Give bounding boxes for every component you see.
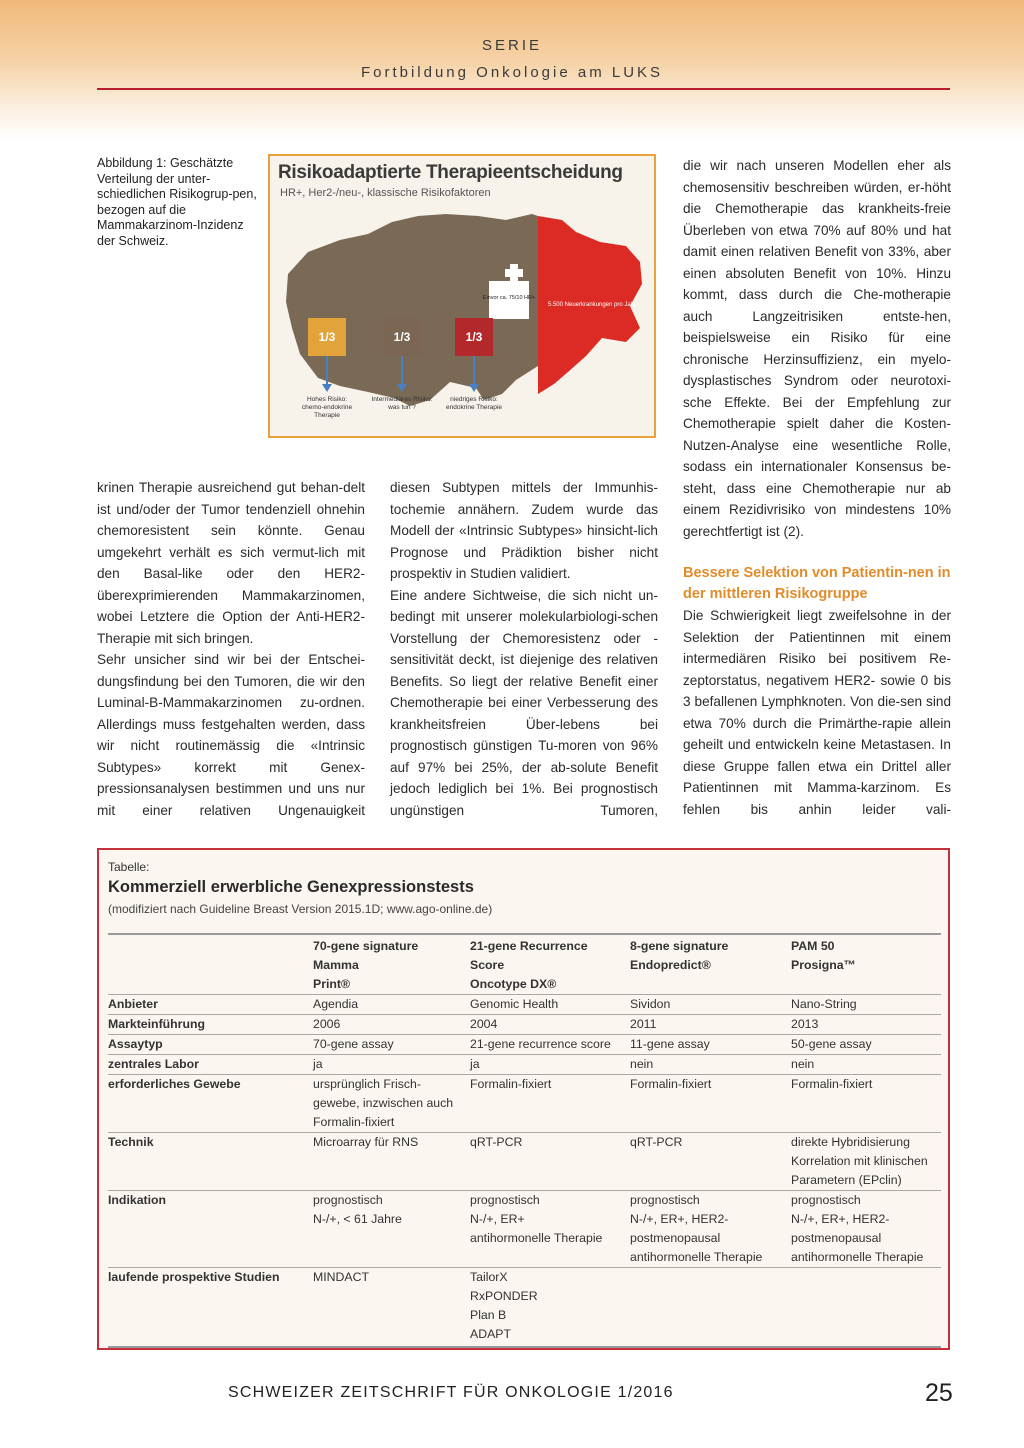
table-header-row xyxy=(108,934,941,995)
cell-line: ja xyxy=(470,1057,480,1071)
table-cell xyxy=(630,1035,791,1055)
text-column-3 xyxy=(683,155,951,820)
cell-line: Formalin-fixiert xyxy=(630,1077,712,1091)
row-label: Assaytyp xyxy=(108,1035,313,1055)
table-cell xyxy=(470,1055,630,1075)
cell-line: gewebe, inzwischen auch xyxy=(313,1096,454,1110)
paragraph: krinen Therapie ausreichend gut behan-delt ist und/oder der Tumor tendenziell ohnehin chemoresistent sein könnte. Genau umgekehrt verhält es sich vermut-lich mit den Basal-like oder den HER2-überexprimierenden Mammakarzinomen, wobei Letztere die Option der Anti-HER2-Therapie mit sich bringen. xyxy=(97,480,365,646)
cell-line: Score xyxy=(470,958,505,972)
cell-line: N-/+, < 61 Jahre xyxy=(313,1212,402,1226)
text-column-1 xyxy=(97,477,365,821)
cell-line: 2013 xyxy=(791,1017,819,1031)
table-cell xyxy=(791,1075,941,1133)
table-cell xyxy=(791,1268,941,1348)
cell-line: qRT-PCR xyxy=(630,1135,683,1149)
row-label: Markteinführung xyxy=(108,1015,313,1035)
row-label: Indikation xyxy=(108,1191,313,1268)
table-cell xyxy=(791,995,941,1015)
risk-box-high: 1/3 xyxy=(308,318,346,356)
table-cell xyxy=(630,1268,791,1348)
red-region-label: 5.500 Neuerkrankungen pro Jahr xyxy=(547,302,637,308)
table-row xyxy=(108,1035,941,1055)
table-cell xyxy=(313,995,470,1015)
cell-line: Formalin-fixiert xyxy=(470,1077,552,1091)
cell-line: qRT-PCR xyxy=(470,1135,523,1149)
cell-line: prognostisch xyxy=(470,1193,540,1207)
paragraph: Sehr unsicher sind wir bei der Entschei-dungsfindung bei den Tumoren, die wir den Luminal-B-Mammakarzinomen zu-ordnen. Allerdings muss festgehalten werden, dass wir nicht routinemässig die «Intrinsic Subtypes» korrekt mit Genex-pressionsanalysen bestimmen und uns nur mit einer relativen Ungenauigkeit xyxy=(97,652,365,818)
cell-line: 70-gene assay xyxy=(313,1037,394,1051)
cross-label: Einvor ca. 75/10 HR+ xyxy=(482,295,536,301)
column-header xyxy=(470,934,630,995)
cell-line: nein xyxy=(791,1057,815,1071)
table-cell xyxy=(470,1191,630,1268)
row-label: Technik xyxy=(108,1133,313,1191)
cell-line: RxPONDER xyxy=(470,1289,538,1303)
row-label: Anbieter xyxy=(108,995,313,1015)
paragraph: Eine andere Sichtweise, die sich nicht un-bedingt mit unserer molekularbiologi-schen Vorstellung der Chemoresistenz oder -sensitivität deckt, ist diejenige des relativen Benefits. So liegt der relative Benefit einer Chemotherapie bei einer Verbesserung des krankheitsfreien Über-lebens bei prognostisch günstigen Tu-moren von 96% auf 97% bei 25%, der ab-solute Benefit jedoch lediglich bei 1%. Bei prognostisch ungünstigen Tumoren, xyxy=(390,587,658,818)
switzerland-map-graphic xyxy=(270,156,654,436)
cell-line: ADAPT xyxy=(470,1327,511,1341)
row-label: laufende prospektive Studien xyxy=(108,1268,313,1348)
series-label: SERIE xyxy=(481,37,542,54)
cell-line: direkte Hybridisierung xyxy=(791,1135,910,1149)
cell-line: 21-gene Recurrence xyxy=(470,939,588,953)
table-cell xyxy=(470,1075,630,1133)
cell-line: PAM 50 xyxy=(791,939,835,953)
table-cell xyxy=(470,995,630,1015)
cell-line: nein xyxy=(630,1057,654,1071)
table-cell xyxy=(470,1035,630,1055)
column-header xyxy=(791,934,941,995)
cell-line: Parametern (EPclin) xyxy=(791,1173,902,1187)
table-cell xyxy=(470,1268,630,1348)
cell-line: MINDACT xyxy=(313,1270,370,1284)
cell-line: postmenopausal xyxy=(791,1231,882,1245)
cell-line: TailorX xyxy=(470,1270,508,1284)
cell-line: Formalin-fixiert xyxy=(791,1077,873,1091)
header-rule xyxy=(97,88,950,90)
figure-risk-map xyxy=(268,154,656,438)
table-cell xyxy=(313,1015,470,1035)
figure-label-high: Hohes Risiko: chemo-endokrine Therapie xyxy=(301,396,353,419)
table-cell xyxy=(791,1133,941,1191)
cell-line: 50-gene assay xyxy=(791,1037,872,1051)
cell-line: 11-gene assay xyxy=(630,1037,710,1051)
table-row xyxy=(108,1015,941,1035)
table-cell xyxy=(630,1075,791,1133)
table-subtitle: (modifiziert nach Guideline Breast Version 2015.1D; www.ago-online.de) xyxy=(108,902,493,916)
table-row xyxy=(108,1191,941,1268)
column-header xyxy=(630,934,791,995)
table-cell xyxy=(313,1191,470,1268)
cell-line: prognostisch xyxy=(313,1193,383,1207)
cell-line: Genomic Health xyxy=(470,997,559,1011)
series-subtitle: Fortbildung Onkologie am LUKS xyxy=(360,64,664,81)
row-label: erforderliches Gewebe xyxy=(108,1075,313,1133)
table-cell xyxy=(630,1015,791,1035)
cell-line: 21-gene recurrence score xyxy=(470,1037,611,1051)
table-row xyxy=(108,1268,941,1348)
cell-line: Prosigna™ xyxy=(791,958,856,972)
paragraph: diesen Subtypen mittels der Immunhis-tochemie annähern. Zudem wurde das Modell der «Intrinsic Subtypes» hinsicht-lich Prognose und Prädiktion bisher nicht prospektiv in Studien validiert. xyxy=(390,480,658,581)
figure-label-low: niedriges Risiko: endokrine Therapie xyxy=(446,396,502,411)
cell-line: antihormonelle Therapie xyxy=(791,1250,924,1264)
header-empty-cell xyxy=(108,934,313,995)
cell-line: ja xyxy=(313,1057,323,1071)
cell-line: Microarray für RNS xyxy=(313,1135,419,1149)
table-cell xyxy=(470,1133,630,1191)
cell-line: Formalin-fixiert xyxy=(313,1115,395,1129)
figure-subtitle: HR+, Her2-/neu-, klassische Risikofaktoren xyxy=(280,187,491,199)
cell-line: Plan B xyxy=(470,1308,507,1322)
table-cell xyxy=(470,1015,630,1035)
table-row xyxy=(108,1133,941,1191)
figure-title: Risikoadaptierte Therapieentscheidung xyxy=(278,162,623,183)
cell-line: N-/+, ER+ xyxy=(470,1212,525,1226)
column-header xyxy=(313,934,470,995)
table-cell xyxy=(313,1055,470,1075)
table-row xyxy=(108,1055,941,1075)
genexpression-table-panel xyxy=(97,848,950,1350)
table-cell xyxy=(313,1075,470,1133)
section-heading: Bessere Selektion von Patientin-nen in der mittleren Risikogruppe xyxy=(683,565,951,602)
cell-line: Oncotype DX® xyxy=(470,977,557,991)
table-cell xyxy=(791,1015,941,1035)
cell-line: 2004 xyxy=(470,1017,498,1031)
table-cell xyxy=(791,1191,941,1268)
risk-box-low: 1/3 xyxy=(455,318,493,356)
cell-line: antihormonelle Therapie xyxy=(630,1250,763,1264)
cell-line: Agendia xyxy=(313,997,359,1011)
cell-line: Print® xyxy=(313,977,351,991)
table-cell xyxy=(791,1055,941,1075)
cell-line: N-/+, ER+, HER2- xyxy=(630,1212,729,1226)
cell-line: 2006 xyxy=(313,1017,341,1031)
cell-line: Mamma xyxy=(313,958,359,972)
table-cell xyxy=(313,1268,470,1348)
table-row xyxy=(108,1075,941,1133)
table-cell xyxy=(791,1035,941,1055)
footer-journal: SCHWEIZER ZEITSCHRIFT FÜR ONKOLOGIE 1/2016 xyxy=(228,1384,674,1401)
cell-line: Nano-String xyxy=(791,997,857,1011)
cell-line: N-/+, ER+, HER2- xyxy=(791,1212,890,1226)
cell-line: postmenopausal xyxy=(630,1231,721,1245)
cell-line: Sividon xyxy=(630,997,671,1011)
table-cell xyxy=(630,1055,791,1075)
cell-line: 2011 xyxy=(630,1017,657,1031)
cell-line: 70-gene signature xyxy=(313,939,419,953)
arrowhead-1 xyxy=(322,384,332,392)
row-label: zentrales Labor xyxy=(108,1055,313,1075)
table-cell xyxy=(630,1133,791,1191)
swiss-cross-h xyxy=(505,269,523,277)
page-number: 25 xyxy=(925,1379,953,1407)
table-cell xyxy=(630,995,791,1015)
table-cell xyxy=(313,1035,470,1055)
cell-line: prognostisch xyxy=(791,1193,861,1207)
table-cell xyxy=(630,1191,791,1268)
table-title: Kommerziell erwerbliche Genexpressionstests xyxy=(108,878,474,896)
cell-line: Endopredict® xyxy=(630,958,711,972)
table-kicker: Tabelle: xyxy=(108,860,150,874)
cell-line: 8-gene signature xyxy=(630,939,729,953)
table-cell xyxy=(313,1133,470,1191)
figure-caption: Abbildung 1: Geschätzte Verteilung der unter-schiedlichen Risikogrup-pen, bezogen auf die Mammakarzinom-Inzidenz der Schweiz. xyxy=(97,156,257,248)
figure-label-intermediate: Intermediäres Risiko: was tun ? xyxy=(371,396,433,411)
table-row xyxy=(108,995,941,1015)
paragraph: Die Schwierigkeit liegt zweifelsohne in der Selektion der Patientinnen mit einem intermediären Risiko bei positivem Re-zeptorstatus, negativem HER2- sowie 0 bis 3 befallenen Lymphknoten. Von die-sen sind etwa 70% durch die Primärthe-rapie allein geheilt und entwickeln keine Metastasen. In diese Gruppe fallen etwa ein Drittel aller Patientinnen mit Mamma-karzinom. Es fehlen bis anhin leider vali- xyxy=(683,608,951,817)
cell-line: prognostisch xyxy=(630,1193,700,1207)
cell-line: antihormonelle Therapie xyxy=(470,1231,603,1245)
text-column-2 xyxy=(390,477,658,821)
paragraph: die wir nach unseren Modellen eher als chemosensitiv beschreiben würden, er-höht die Chemotherapie das krankheits-freie Überleben von etwa 70% auf 80% und hat damit einen relativen Benefit von 33%, aber einen absoluten Benefit von 10%. Hinzu kommt, dass durch die Che-motherapie auch Langzeitrisiken entste-hen, beispielsweise ein Risiko für eine chronische Herzinsuffizienz, ein myelo-dysplastisches Syndrom oder neurotoxi-sche Effekte. Bei der Empfehlung zur Chemotherapie spielt daher die Kosten-Nutzen-Analyse eine wesentliche Rolle, sodass ein internationaler Konsensus be-steht, dass eine Chemotherapie nur ab einem Rezidivrisiko von mindestens 10% gerechtfertigt ist (2). xyxy=(683,158,951,539)
cell-line: ursprünglich Frisch- xyxy=(313,1077,421,1091)
cell-line: Korrelation mit klinischen xyxy=(791,1154,928,1168)
risk-box-intermediate: 1/3 xyxy=(383,318,421,356)
genexpression-table xyxy=(108,933,941,1348)
